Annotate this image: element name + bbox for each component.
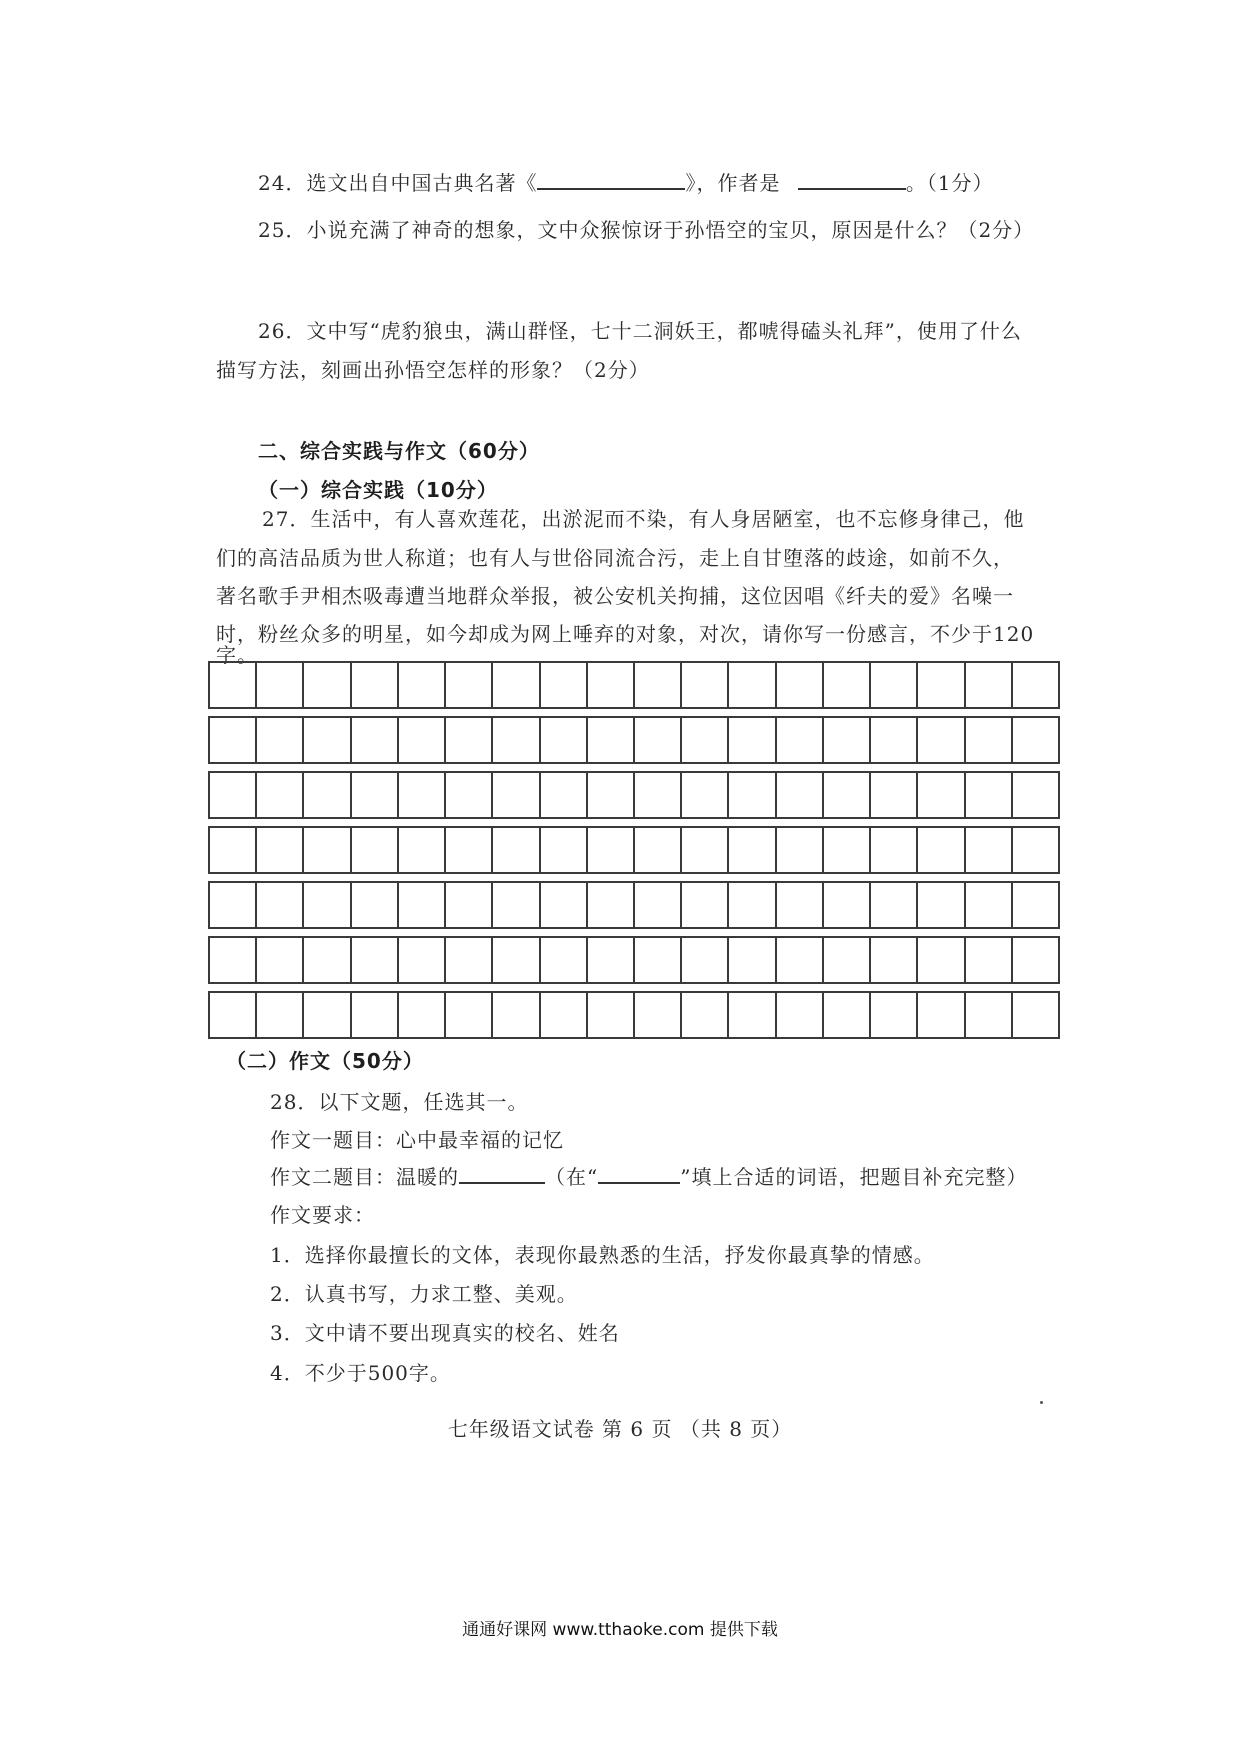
grid-cell[interactable] bbox=[257, 938, 304, 982]
grid-cell[interactable] bbox=[399, 938, 446, 982]
grid-cell[interactable] bbox=[1013, 993, 1058, 1037]
grid-cell[interactable] bbox=[541, 663, 588, 707]
grid-cell[interactable] bbox=[541, 938, 588, 982]
grid-cell[interactable] bbox=[541, 993, 588, 1037]
grid-row bbox=[208, 936, 1060, 984]
requirement-4: 4．不少于500字。 bbox=[270, 1361, 451, 1385]
grid-cell[interactable] bbox=[446, 663, 493, 707]
grid-cell[interactable] bbox=[493, 663, 540, 707]
grid-cell[interactable] bbox=[446, 773, 493, 817]
grid-cell[interactable] bbox=[824, 883, 871, 927]
grid-cell[interactable] bbox=[399, 993, 446, 1037]
grid-cell[interactable] bbox=[871, 718, 918, 762]
grid-cell[interactable] bbox=[1013, 718, 1058, 762]
grid-cell[interactable] bbox=[918, 993, 965, 1037]
grid-cell[interactable] bbox=[918, 828, 965, 872]
grid-cell[interactable] bbox=[871, 663, 918, 707]
writing-grid[interactable] bbox=[208, 661, 1060, 1046]
grid-cell[interactable] bbox=[966, 828, 1013, 872]
grid-cell[interactable] bbox=[352, 718, 399, 762]
grid-cell[interactable] bbox=[777, 828, 824, 872]
topic2-suffix: ”填上合适的词语，把题目补充完整） bbox=[680, 1165, 1028, 1189]
grid-cell[interactable] bbox=[824, 993, 871, 1037]
grid-cell[interactable] bbox=[304, 883, 351, 927]
grid-cell[interactable] bbox=[493, 773, 540, 817]
grid-cell[interactable] bbox=[588, 828, 635, 872]
grid-cell[interactable] bbox=[729, 828, 776, 872]
grid-cell[interactable] bbox=[871, 993, 918, 1037]
grid-cell[interactable] bbox=[352, 993, 399, 1037]
grid-cell[interactable] bbox=[635, 718, 682, 762]
part-1-title: （一）综合实践（10分） bbox=[258, 478, 498, 502]
grid-cell[interactable] bbox=[729, 773, 776, 817]
grid-cell[interactable] bbox=[210, 938, 257, 982]
grid-cell[interactable] bbox=[682, 828, 729, 872]
grid-cell[interactable] bbox=[729, 718, 776, 762]
grid-cell[interactable] bbox=[588, 993, 635, 1037]
grid-cell[interactable] bbox=[446, 718, 493, 762]
grid-cell[interactable] bbox=[824, 663, 871, 707]
grid-cell[interactable] bbox=[777, 773, 824, 817]
site-credit: 通通好课网 www.tthaoke.com 提供下载 bbox=[462, 1620, 778, 1640]
grid-cell[interactable] bbox=[446, 938, 493, 982]
grid-cell[interactable] bbox=[729, 883, 776, 927]
grid-cell[interactable] bbox=[210, 663, 257, 707]
grid-cell[interactable] bbox=[541, 718, 588, 762]
grid-cell[interactable] bbox=[1013, 773, 1058, 817]
grid-cell[interactable] bbox=[399, 773, 446, 817]
grid-cell[interactable] bbox=[352, 883, 399, 927]
requirement-2: 2．认真书写，力求工整、美观。 bbox=[270, 1282, 578, 1306]
grid-cell[interactable] bbox=[257, 773, 304, 817]
q24-middle: 》，作者是 bbox=[685, 171, 781, 195]
question-27-line4: 时，粉丝众多的明星，如今却成为网上唾弃的对象，对次，请你写一份感言，不少于120 bbox=[216, 622, 1035, 646]
grid-cell[interactable] bbox=[210, 773, 257, 817]
grid-cell[interactable] bbox=[588, 938, 635, 982]
grid-cell[interactable] bbox=[352, 773, 399, 817]
grid-cell[interactable] bbox=[918, 773, 965, 817]
grid-cell[interactable] bbox=[918, 938, 965, 982]
grid-cell[interactable] bbox=[588, 718, 635, 762]
grid-cell[interactable] bbox=[635, 828, 682, 872]
grid-cell[interactable] bbox=[352, 828, 399, 872]
question-27-line1: 27．生活中，有人喜欢莲花，出淤泥而不染，有人身居陋室，也不忘修身律己，他 bbox=[262, 507, 1025, 531]
grid-cell[interactable] bbox=[588, 883, 635, 927]
grid-cell[interactable] bbox=[871, 938, 918, 982]
grid-cell[interactable] bbox=[493, 718, 540, 762]
topic2-blank[interactable] bbox=[459, 1162, 545, 1184]
question-24 bbox=[258, 168, 994, 198]
grid-row bbox=[208, 771, 1060, 819]
grid-cell[interactable] bbox=[635, 993, 682, 1037]
grid-cell[interactable] bbox=[210, 883, 257, 927]
essay-topic-2 bbox=[270, 1162, 1027, 1192]
grid-cell[interactable] bbox=[588, 663, 635, 707]
grid-cell[interactable] bbox=[777, 663, 824, 707]
grid-cell[interactable] bbox=[257, 663, 304, 707]
grid-cell[interactable] bbox=[918, 883, 965, 927]
grid-cell[interactable] bbox=[871, 773, 918, 817]
grid-cell[interactable] bbox=[446, 883, 493, 927]
page-number: 七年级语文试卷 第 6 页 （共 8 页） bbox=[447, 1417, 793, 1441]
requirement-3: 3．文中请不要出现真实的校名、姓名 bbox=[270, 1321, 620, 1345]
grid-cell[interactable] bbox=[682, 938, 729, 982]
grid-cell[interactable] bbox=[777, 718, 824, 762]
grid-cell[interactable] bbox=[918, 663, 965, 707]
grid-cell[interactable] bbox=[493, 883, 540, 927]
grid-cell[interactable] bbox=[777, 883, 824, 927]
grid-cell[interactable] bbox=[257, 828, 304, 872]
grid-cell[interactable] bbox=[446, 828, 493, 872]
grid-cell[interactable] bbox=[399, 663, 446, 707]
grid-row bbox=[208, 881, 1060, 929]
grid-cell[interactable] bbox=[966, 993, 1013, 1037]
q24-prefix: 24．选文出自中国古典名著《 bbox=[258, 171, 538, 195]
grid-cell[interactable] bbox=[257, 718, 304, 762]
question-27-line2: 们的高洁品质为世人称道；也有人与世俗同流合污，走上自甘堕落的歧途，如前不久， bbox=[216, 546, 1014, 570]
grid-cell[interactable] bbox=[304, 773, 351, 817]
grid-cell[interactable] bbox=[210, 993, 257, 1037]
grid-cell[interactable] bbox=[541, 773, 588, 817]
grid-cell[interactable] bbox=[966, 938, 1013, 982]
grid-cell[interactable] bbox=[493, 828, 540, 872]
grid-cell[interactable] bbox=[257, 883, 304, 927]
essay-topic-1: 作文一题目：心中最幸福的记忆 bbox=[270, 1128, 564, 1152]
requirements-title: 作文要求： bbox=[270, 1203, 375, 1227]
grid-cell[interactable] bbox=[635, 773, 682, 817]
grid-cell[interactable] bbox=[635, 663, 682, 707]
part-2-title: （二）作文（50分） bbox=[226, 1049, 424, 1073]
grid-cell[interactable] bbox=[824, 718, 871, 762]
question-28: 28．以下文题，任选其一。 bbox=[270, 1090, 529, 1114]
grid-cell[interactable] bbox=[729, 663, 776, 707]
grid-cell[interactable] bbox=[493, 993, 540, 1037]
grid-cell[interactable] bbox=[352, 938, 399, 982]
question-27-line3: 著名歌手尹相杰吸毒遭当地群众举报，被公安机关拘捕，这位因唱《纤夫的爱》名噪一 bbox=[216, 584, 1014, 608]
grid-cell[interactable] bbox=[399, 718, 446, 762]
grid-cell[interactable] bbox=[682, 718, 729, 762]
grid-cell[interactable] bbox=[729, 938, 776, 982]
grid-cell[interactable] bbox=[824, 938, 871, 982]
grid-cell[interactable] bbox=[399, 828, 446, 872]
grid-cell[interactable] bbox=[635, 883, 682, 927]
grid-row bbox=[208, 661, 1060, 709]
grid-cell[interactable] bbox=[682, 993, 729, 1037]
grid-cell[interactable] bbox=[541, 883, 588, 927]
grid-cell[interactable] bbox=[777, 938, 824, 982]
grid-cell[interactable] bbox=[210, 718, 257, 762]
grid-cell[interactable] bbox=[871, 883, 918, 927]
grid-cell[interactable] bbox=[824, 773, 871, 817]
grid-cell[interactable] bbox=[304, 828, 351, 872]
scan-speck bbox=[1040, 1401, 1043, 1404]
requirement-1: 1．选择你最擅长的文体，表现你最熟悉的生活，抒发你最真挚的情感。 bbox=[270, 1243, 935, 1267]
grid-cell[interactable] bbox=[966, 663, 1013, 707]
q24-author-blank[interactable] bbox=[798, 168, 906, 190]
grid-cell[interactable] bbox=[635, 938, 682, 982]
grid-cell[interactable] bbox=[304, 938, 351, 982]
grid-cell[interactable] bbox=[304, 993, 351, 1037]
question-26-line2: 描写方法，刻画出孙悟空怎样的形象？（2分） bbox=[216, 358, 650, 382]
q24-suffix: 。（1分） bbox=[905, 171, 994, 195]
grid-cell[interactable] bbox=[777, 993, 824, 1037]
grid-cell[interactable] bbox=[446, 993, 493, 1037]
grid-cell[interactable] bbox=[729, 993, 776, 1037]
grid-cell[interactable] bbox=[871, 828, 918, 872]
grid-cell[interactable] bbox=[682, 773, 729, 817]
q24-title-blank[interactable] bbox=[537, 168, 685, 190]
topic2-prefix: 作文二题目：温暖的 bbox=[270, 1165, 459, 1189]
question-27-line5: 字。 bbox=[216, 643, 258, 667]
grid-cell[interactable] bbox=[399, 883, 446, 927]
grid-cell[interactable] bbox=[588, 773, 635, 817]
grid-cell[interactable] bbox=[824, 828, 871, 872]
grid-cell[interactable] bbox=[966, 718, 1013, 762]
grid-row bbox=[208, 991, 1060, 1039]
grid-cell[interactable] bbox=[541, 828, 588, 872]
grid-cell[interactable] bbox=[966, 883, 1013, 927]
grid-cell[interactable] bbox=[493, 938, 540, 982]
grid-row bbox=[208, 716, 1060, 764]
question-25: 25．小说充满了神奇的想象，文中众猴惊讶于孙悟空的宝贝，原因是什么？（2分） bbox=[258, 218, 1035, 242]
grid-cell[interactable] bbox=[918, 718, 965, 762]
grid-cell[interactable] bbox=[210, 828, 257, 872]
grid-cell[interactable] bbox=[352, 663, 399, 707]
grid-cell[interactable] bbox=[682, 883, 729, 927]
topic2-inline-blank bbox=[598, 1162, 680, 1184]
grid-cell[interactable] bbox=[682, 663, 729, 707]
grid-cell[interactable] bbox=[1013, 883, 1058, 927]
grid-cell[interactable] bbox=[304, 718, 351, 762]
question-26-line1: 26．文中写“虎豹狼虫，满山群怪，七十二洞妖王，都唬得磕头礼拜”，使用了什么 bbox=[258, 319, 1022, 343]
grid-cell[interactable] bbox=[257, 993, 304, 1037]
grid-cell[interactable] bbox=[966, 773, 1013, 817]
grid-cell[interactable] bbox=[1013, 828, 1058, 872]
grid-cell[interactable] bbox=[1013, 663, 1058, 707]
topic2-middle: （在“ bbox=[545, 1165, 599, 1189]
grid-row bbox=[208, 826, 1060, 874]
grid-cell[interactable] bbox=[1013, 938, 1058, 982]
section-2-title: 二、综合实践与作文（60分） bbox=[258, 439, 540, 463]
grid-cell[interactable] bbox=[304, 663, 351, 707]
